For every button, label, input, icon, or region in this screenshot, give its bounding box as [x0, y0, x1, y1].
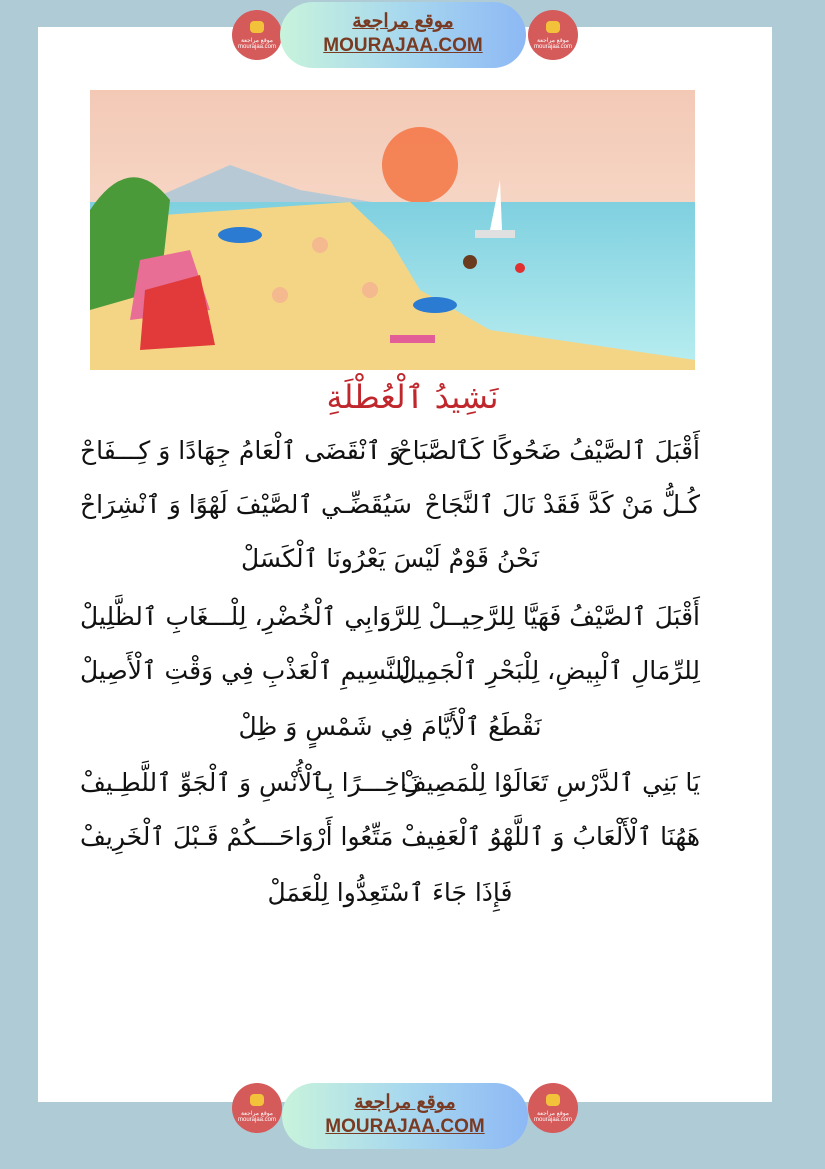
- verse-2: [80, 490, 700, 534]
- verse-right: أَقْبَلَ ٱلصَّيْفُ فَهَيَّا لِلرَّحِيــلْ: [428, 602, 700, 631]
- refrain-2: نَقْطَعُ ٱلْأَيَّامَ فِي شَمْسٍ وَ ظِلْ: [238, 712, 542, 741]
- verse-3: [80, 602, 700, 646]
- banner-arabic: موقع مراجعة: [352, 11, 454, 32]
- verse-right: هَهُنَا ٱلْأَلْعَابُ وَ ٱللَّهْوُ ٱلْعَفِيفْ: [401, 822, 700, 851]
- site-logo-icon: [546, 21, 560, 33]
- site-badge-right-bottom[interactable]: [528, 1083, 578, 1133]
- site-banner-bottom[interactable]: [282, 1083, 528, 1149]
- refrain-1: نَحْنُ قَوْمٌ لَيْسَ يَعْرُونَا ٱلْكَسَلْ: [240, 544, 540, 573]
- site-banner-top[interactable]: [280, 2, 526, 68]
- verse-left: وَ ٱنْقَضَى ٱلْعَامُ جِهَادًا وَ كِـــفَاحْ: [80, 436, 402, 465]
- site-logo-icon: [546, 1094, 560, 1106]
- verse-left: سَيُقَضِّـي ٱلصَّيْفَ لَهْوًا وَ ٱنْشِرَاحْ: [80, 490, 412, 519]
- banner-latin[interactable]: MOURAJAA.COM: [325, 1116, 485, 1137]
- verse-left: زَاخِـــرًا بِٱلْأُنْسِ وَ ٱلْجَوِّ ٱللَّطِـيفْ: [80, 768, 419, 797]
- verse-right: يَا بَنِي ٱلدَّرْسِ تَعَالَوْا لِلْمَصِيفْ: [400, 768, 700, 797]
- beach-illustration: [90, 90, 695, 370]
- verse-right: أَقْبَلَ ٱلصَّيْفُ ضَحُوكًا كَٱلصَّبَاحْ: [396, 436, 700, 465]
- verse-1: [80, 436, 700, 480]
- banner-arabic: موقع مراجعة: [354, 1092, 456, 1113]
- verse-4: [80, 656, 700, 700]
- verse-5: [80, 768, 700, 812]
- verse-right: لِلرِّمَالِ ٱلْبِيضِ، لِلْبَحْرِ ٱلْجَمِيلْ: [398, 656, 700, 685]
- site-badge-right[interactable]: [528, 10, 578, 60]
- badge-text: موقع مراجعة mourajaa.com: [533, 38, 572, 50]
- badge-text: موقع مراجعة mourajaa.com: [533, 1111, 572, 1123]
- verse-left: مَتِّعُوا أَرْوَاحَـــكُمْ قَـبْلَ ٱلْخَرِيفْ: [80, 822, 394, 851]
- verse-left: لِلنَّسِيمِ ٱلْعَذْبِ فِي وَقْتِ ٱلْأَصِيلْ: [80, 656, 411, 685]
- poem-title: نَشِيدُ ٱلْعُطْلَةِ: [326, 378, 499, 416]
- banner-latin[interactable]: MOURAJAA.COM: [323, 35, 483, 56]
- badge-text: موقع مراجعة mourajaa.com: [237, 38, 276, 50]
- verse-6: [80, 822, 700, 866]
- site-badge-left[interactable]: [232, 10, 282, 60]
- site-logo-icon: [250, 1094, 264, 1106]
- badge-text: موقع مراجعة mourajaa.com: [237, 1111, 276, 1123]
- site-badge-left-bottom[interactable]: [232, 1083, 282, 1133]
- verse-left: لِلرَّوَابِي ٱلْخُضْرِ، لِلْـــغَابِ ٱلظَّلِيلْ: [80, 602, 421, 631]
- verse-right: كُـلُّ مَنْ كَدَّ فَقَدْ نَالَ ٱلنَّجَاحْ: [424, 490, 700, 519]
- refrain-3: فَإِذَا جَاءَ ٱسْتَعِدُّوا لِلْعَمَلْ: [267, 878, 513, 907]
- site-logo-icon: [250, 21, 264, 33]
